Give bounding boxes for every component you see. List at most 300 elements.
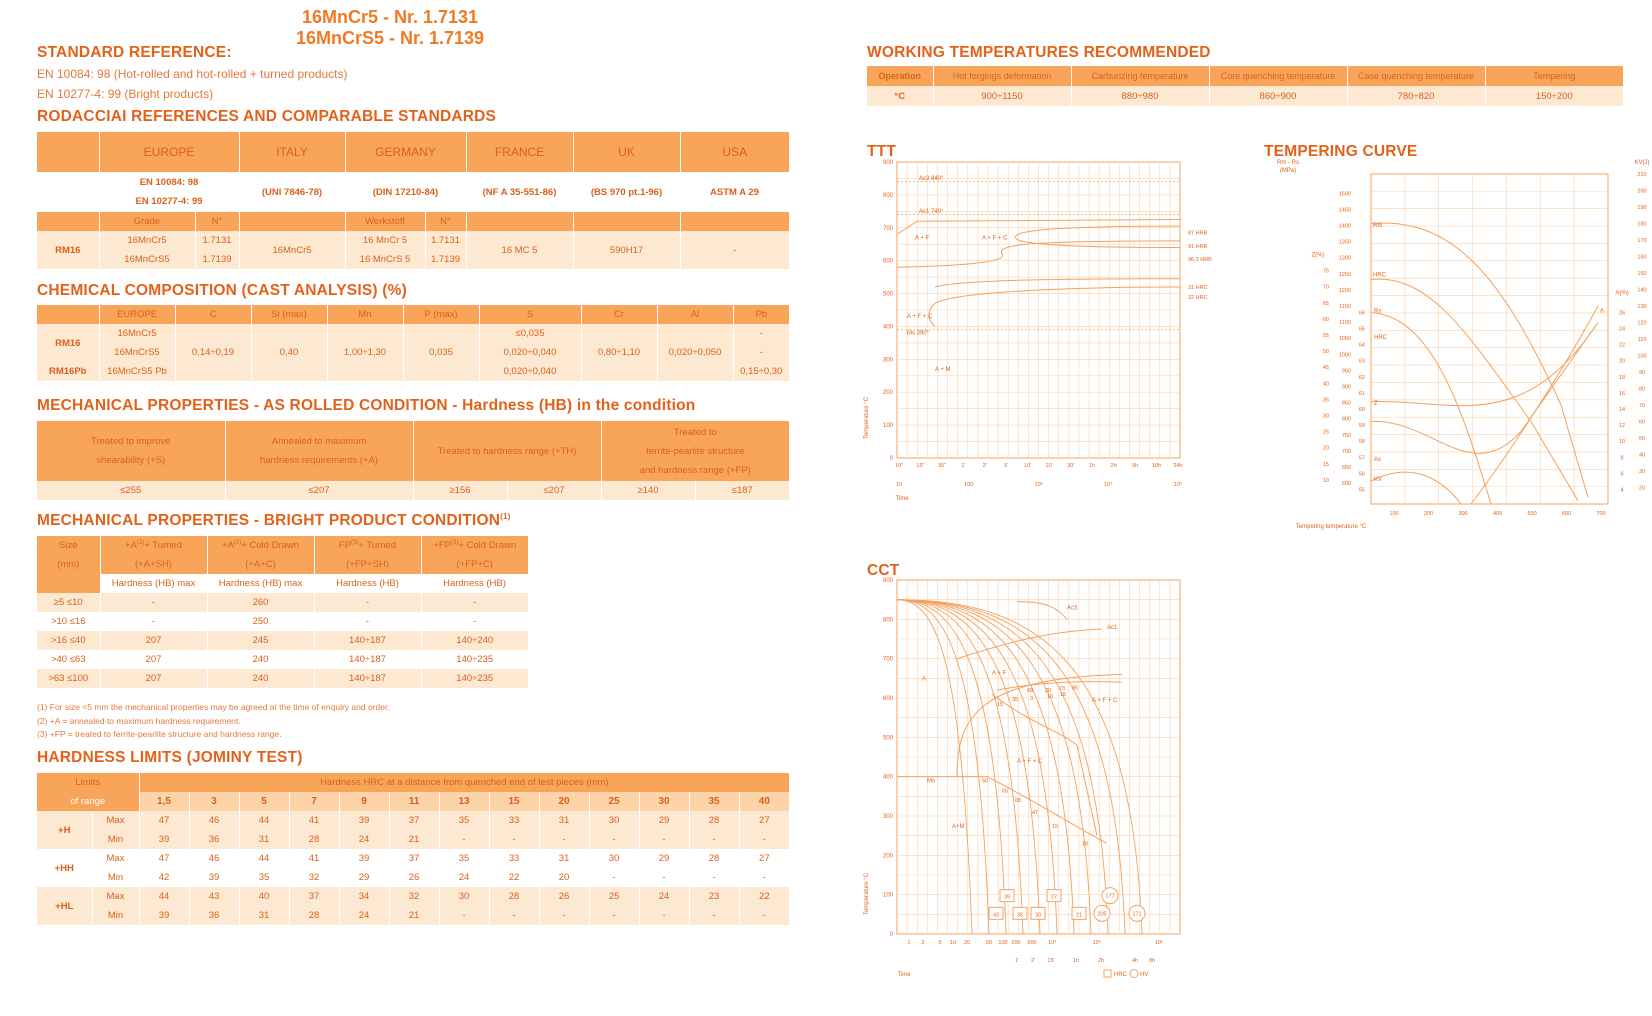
bright-value: 140÷235 bbox=[421, 650, 528, 669]
bright-value: 140÷240 bbox=[421, 631, 528, 650]
jominy-value: 46 bbox=[189, 849, 239, 868]
rolled-val: ≥156 bbox=[413, 481, 507, 500]
jominy-limit: Min bbox=[92, 830, 139, 849]
cct-rate-label: 15 bbox=[1052, 823, 1059, 830]
de-num: 1.7131 bbox=[430, 235, 461, 246]
cct-hv-value: 177 bbox=[1105, 893, 1115, 900]
working-value: 900÷1150 bbox=[933, 86, 1071, 106]
ttt-ylabel: Temperature °C bbox=[864, 396, 870, 440]
temp-hrc-tick: 56 bbox=[1358, 471, 1365, 478]
working-col: Core quenching temperature bbox=[1209, 66, 1347, 86]
table-row bbox=[37, 830, 789, 849]
cct-hrc-value: 21 bbox=[1075, 912, 1083, 919]
temp-ylabel: (MPa) bbox=[1279, 168, 1297, 174]
cct-xtick2: 4h bbox=[1131, 958, 1139, 964]
cct-xtick: 500 bbox=[1027, 940, 1037, 946]
cct-xtick: 2 bbox=[921, 940, 925, 946]
jominy-value: 35 bbox=[439, 849, 489, 868]
temp-a-label: A(%) bbox=[1615, 290, 1629, 297]
temp-z-tick: 75 bbox=[1322, 268, 1329, 275]
temp-xlabel: Tempering temperature °C bbox=[1295, 524, 1367, 530]
ref-std-din: (DIN 17210-84) bbox=[372, 186, 439, 198]
ttt-xtick2: 10⁴ bbox=[1104, 482, 1113, 488]
cct-cooling-curve bbox=[897, 600, 1091, 934]
chem-grade: 16MnCrS5 bbox=[99, 343, 175, 362]
temp-xtick: 700 bbox=[1596, 511, 1606, 517]
cct-ytick: 300 bbox=[882, 814, 893, 820]
cct-ac3-line bbox=[1017, 602, 1067, 620]
ref-col-germany: GERMANY bbox=[345, 132, 466, 172]
cct-xtick: 20 bbox=[963, 940, 971, 946]
chem-col-c: C bbox=[175, 305, 251, 324]
temp-mpa-tick: 800 bbox=[1341, 416, 1351, 423]
bright-value: - bbox=[421, 593, 528, 612]
chem-col-s: S bbox=[479, 305, 581, 324]
jominy-value: - bbox=[689, 906, 739, 925]
title-line-1: 16MnCr5 - Nr. 1.7131 bbox=[301, 7, 479, 27]
temp-a-tick: 8 bbox=[1620, 455, 1624, 462]
bright-col-sub: Hardness (HB) max bbox=[100, 574, 207, 593]
ttt-region-label: A + F bbox=[915, 235, 930, 242]
references-table bbox=[37, 132, 789, 269]
temp-a-tick: 16 bbox=[1618, 390, 1626, 397]
temp-curve-label: Z bbox=[1374, 401, 1378, 407]
cct-hrc-value: 35 bbox=[1016, 912, 1024, 919]
temp-mpa-tick: 1100 bbox=[1339, 320, 1351, 327]
bright-body bbox=[37, 593, 528, 688]
working-col: Tempering bbox=[1485, 66, 1623, 86]
bright-col-sup: (2) bbox=[136, 539, 145, 546]
temp-curve-label: Rs bbox=[1374, 308, 1382, 315]
ttt-xtick2: 10⁵ bbox=[1173, 482, 1183, 488]
cct-xtick2: 8h bbox=[1148, 958, 1156, 964]
chem-pb: 0,15÷0,30 bbox=[733, 362, 789, 381]
ttt-region-label: Ac3 840° bbox=[919, 176, 944, 183]
bright-col-label: +A bbox=[125, 540, 137, 552]
title-line-2: 16MnCrS5 - Nr. 1.7139 bbox=[295, 28, 485, 48]
working-col: Hot forgings deformation bbox=[933, 66, 1071, 86]
table-row bbox=[37, 887, 789, 906]
temp-hrc-tick: 66 bbox=[1358, 310, 1365, 317]
bright-value: 140÷235 bbox=[421, 669, 528, 688]
temp-kv-tick: 160 bbox=[1637, 254, 1647, 261]
temp-xtick: 100 bbox=[1389, 511, 1399, 517]
temp-mpa-tick: 1150 bbox=[1339, 304, 1351, 310]
jominy-value: 34 bbox=[339, 887, 389, 906]
temp-a-tick: 26 bbox=[1618, 310, 1626, 317]
chem-col-europe: EUROPE bbox=[99, 305, 175, 324]
jominy-value: 22 bbox=[739, 887, 789, 906]
chem-rm16pb: RM16Pb bbox=[49, 366, 87, 377]
chem-col-p: P (max) bbox=[403, 305, 479, 324]
temp-xtick: 500 bbox=[1527, 511, 1537, 517]
jominy-value: 36 bbox=[189, 830, 239, 849]
temp-mpa-tick: 750 bbox=[1341, 432, 1351, 439]
working-col: Carburizing temperature bbox=[1071, 66, 1209, 86]
jominy-value: 29 bbox=[639, 849, 689, 868]
jominy-value: 33 bbox=[489, 849, 539, 868]
temp-kv-tick: 80 bbox=[1638, 386, 1646, 393]
cct-region-label: A bbox=[922, 676, 927, 683]
working-heading: WORKING TEMPERATURES RECOMMENDED bbox=[867, 44, 1211, 61]
mech-bright-heading bbox=[37, 512, 511, 530]
ttt-hardness-label: 87 HRB bbox=[1188, 230, 1208, 237]
jominy-value: 20 bbox=[539, 868, 589, 887]
temp-hrc-tick: 55 bbox=[1358, 487, 1365, 494]
jominy-group: +H bbox=[58, 824, 71, 836]
jominy-value: 28 bbox=[489, 887, 539, 906]
jominy-value: 39 bbox=[339, 849, 389, 868]
temp-mpa-tick: 1250 bbox=[1338, 271, 1351, 278]
eu-grade: 16MnCr5 bbox=[127, 235, 167, 246]
jominy-value: 31 bbox=[539, 811, 589, 830]
jominy-limit: Min bbox=[92, 868, 139, 887]
temp-mpa-tick: 1350 bbox=[1338, 239, 1351, 246]
bright-col-sup: (3) bbox=[351, 539, 359, 546]
cct-hrc-value: 43 bbox=[992, 912, 1000, 919]
chem-col-pb: Pb bbox=[733, 305, 789, 324]
temp-z-tick: 65 bbox=[1322, 300, 1329, 307]
temp-kv-tick: 150 bbox=[1637, 271, 1647, 277]
temp-hrc-tick: 62 bbox=[1358, 374, 1365, 381]
jominy-value: 23 bbox=[689, 887, 739, 906]
bright-col-label: + Turned bbox=[144, 540, 182, 552]
ref-std-en10084: EN 10084: 98 bbox=[139, 177, 199, 188]
jominy-value: - bbox=[439, 830, 489, 849]
ttt-xtick: 1h bbox=[1089, 463, 1096, 469]
ttt-ytick: 900 bbox=[882, 160, 893, 166]
mech-rolled-heading: MECHANICAL PROPERTIES - AS ROLLED CONDITION - Hardness (HB) in the condition bbox=[37, 397, 696, 414]
rolled-col-fp: Treated to bbox=[673, 426, 717, 438]
cct-rate-label: 18 bbox=[1082, 841, 1089, 848]
standard-line: EN 10277-4: 99 (Bright products) bbox=[37, 87, 214, 101]
bright-col-code: (+A+C) bbox=[207, 555, 314, 574]
ttt-xtick: 15" bbox=[916, 463, 925, 469]
ttt-xtick: 30' bbox=[1067, 463, 1075, 469]
jominy-value: 39 bbox=[139, 830, 189, 849]
temp-kv-tick: 100 bbox=[1637, 353, 1647, 360]
table-row bbox=[37, 669, 528, 688]
jominy-value: - bbox=[489, 906, 539, 925]
ttt-region-label: A + F + C bbox=[907, 314, 933, 321]
jominy-value: 31 bbox=[239, 906, 289, 925]
jominy-table bbox=[37, 773, 789, 925]
cct-xtick: 100 bbox=[998, 940, 1008, 946]
cct-xtick: 10⁴ bbox=[1092, 940, 1102, 946]
jominy-distance: 9 bbox=[339, 792, 389, 811]
ttt-diagram bbox=[860, 160, 1240, 540]
cct-cooling-curve bbox=[897, 600, 1125, 934]
temp-hrc-tick: 61 bbox=[1358, 390, 1365, 397]
jominy-value: 39 bbox=[139, 906, 189, 925]
jominy-value: 35 bbox=[439, 811, 489, 830]
ttt-xtick: 20' bbox=[1045, 463, 1053, 469]
chem-col-cr: Cr bbox=[581, 305, 657, 324]
jominy-limit: Max bbox=[92, 849, 139, 868]
italy-grade: 16MnCr5 bbox=[239, 231, 345, 269]
chem-al: 0,020÷0,050 bbox=[657, 324, 733, 381]
jominy-value: 47 bbox=[139, 849, 189, 868]
cct-rate-label: 15 bbox=[997, 701, 1004, 708]
rolled-col-a: Annealed to maximum bbox=[271, 436, 367, 447]
temp-curve bbox=[1371, 223, 1588, 497]
temp-hrc-tick: 60 bbox=[1358, 407, 1365, 414]
temp-mpa-tick: 1050 bbox=[1338, 336, 1351, 343]
chem-col-si: Si (max) bbox=[251, 305, 327, 324]
ttt-hardness-label: 91 HRB bbox=[1188, 243, 1208, 250]
working-value: 150÷200 bbox=[1485, 86, 1623, 106]
ttt-xtick: 10' bbox=[1024, 463, 1032, 469]
ref-sub-grade: Grade bbox=[99, 212, 195, 231]
jominy-value: - bbox=[689, 868, 739, 887]
bright-size-unit: (mm) bbox=[57, 559, 80, 570]
temp-hrc-tick: 57 bbox=[1358, 455, 1365, 462]
working-value: 880÷980 bbox=[1071, 86, 1209, 106]
ref-sub-werkstoff: Werkstoff bbox=[345, 212, 425, 231]
temp-mpa-tick: 1500 bbox=[1338, 191, 1351, 198]
jominy-value: 37 bbox=[389, 849, 439, 868]
cct-cooling-curve bbox=[897, 600, 1108, 934]
temp-hrc-tick: 64 bbox=[1358, 342, 1365, 349]
mech-bright-heading-text: MECHANICAL PROPERTIES - BRIGHT PRODUCT CONDITION bbox=[37, 512, 501, 530]
chem-si: 0,40 bbox=[251, 324, 327, 381]
cct-ytick: 900 bbox=[882, 578, 893, 584]
jominy-limit: Min bbox=[92, 906, 139, 925]
temp-curve bbox=[1371, 279, 1578, 501]
jominy-value: 32 bbox=[289, 868, 339, 887]
de-grade: 16 MnCr 5 bbox=[362, 235, 408, 246]
cct-ytick: 400 bbox=[882, 774, 893, 781]
working-col: Operation bbox=[878, 71, 921, 81]
jominy-value: 24 bbox=[439, 868, 489, 887]
jominy-value: 25 bbox=[589, 887, 639, 906]
cct-rate-label: 50 bbox=[982, 778, 989, 785]
chem-grade: 16MnCr5 bbox=[99, 324, 175, 343]
ttt-xtick2: 10 bbox=[895, 482, 903, 488]
ttt-ytick: 300 bbox=[882, 357, 893, 364]
temp-curve-label: Rm bbox=[1373, 222, 1383, 229]
table-row bbox=[37, 849, 789, 868]
temp-hrc-tick: 65 bbox=[1358, 326, 1365, 333]
cct-ytick: 700 bbox=[882, 656, 893, 663]
cct-hrc-value: 30 bbox=[1034, 912, 1042, 919]
bright-value: 207 bbox=[100, 669, 207, 688]
temp-curve-label: A bbox=[1600, 308, 1605, 315]
temp-z-tick: 15 bbox=[1322, 461, 1329, 468]
temp-mpa-tick: 1000 bbox=[1338, 352, 1351, 359]
temp-a-tick: 14 bbox=[1618, 407, 1626, 414]
jominy-value: 28 bbox=[289, 906, 339, 925]
temp-kv-tick: 70 bbox=[1638, 403, 1646, 409]
jominy-value: 30 bbox=[439, 887, 489, 906]
bright-col-sub: Hardness (HB) bbox=[421, 574, 528, 593]
tempering-heading: TEMPERING CURVE bbox=[1264, 143, 1418, 160]
temp-xtick: 400 bbox=[1492, 511, 1503, 517]
ref-corner bbox=[37, 132, 99, 172]
cct-region-label: A + F bbox=[992, 670, 1007, 677]
temp-kv-tick: 40 bbox=[1638, 452, 1646, 459]
usa-grade: - bbox=[680, 231, 789, 269]
chem-mn: 1,00÷1,30 bbox=[327, 324, 403, 381]
temp-mpa-tick: 650 bbox=[1341, 464, 1351, 471]
ref-col-usa: USA bbox=[680, 132, 789, 172]
temp-curve bbox=[1471, 306, 1598, 504]
jominy-value: - bbox=[489, 830, 539, 849]
temp-z-tick: 10 bbox=[1322, 477, 1329, 484]
jominy-value: - bbox=[439, 906, 489, 925]
bright-note: (1) For size <5 mm the mechanical properties may be agreed at the time of enquiry and order. bbox=[37, 702, 390, 712]
cct-xtick2: 1h bbox=[1072, 958, 1080, 964]
bright-value: 140÷187 bbox=[314, 631, 421, 650]
bright-value: 140÷187 bbox=[314, 669, 421, 688]
bright-col-sup: (2) bbox=[233, 539, 242, 546]
ttt-xtick2: 10³ bbox=[1034, 482, 1043, 488]
temp-mpa-tick: 1300 bbox=[1338, 255, 1351, 262]
chem-s: 0,020÷0,040 bbox=[479, 362, 581, 381]
bright-col-sup: (3) bbox=[451, 539, 459, 546]
cct-rate-label: 65 bbox=[1015, 798, 1022, 805]
jominy-value: - bbox=[589, 830, 639, 849]
temp-kv-tick: 60 bbox=[1638, 419, 1646, 426]
cct-legend-box bbox=[1104, 970, 1111, 977]
jominy-value: 41 bbox=[289, 849, 339, 868]
ttt-region-label: A + F + C bbox=[982, 235, 1008, 242]
temp-mpa-tick: 1450 bbox=[1338, 207, 1351, 214]
ref-sub-num: N° bbox=[195, 212, 239, 231]
jominy-group: +HH bbox=[54, 862, 74, 874]
chem-p: 0,035 bbox=[403, 324, 479, 381]
chem-cr: 0,80÷1,10 bbox=[581, 324, 657, 381]
table-row bbox=[37, 906, 789, 925]
bright-value: 207 bbox=[100, 650, 207, 669]
mech-bright-heading-sup: (1) bbox=[500, 512, 511, 521]
ttt-xtick: 5h bbox=[1132, 463, 1139, 469]
bright-value: 260 bbox=[207, 593, 314, 612]
jominy-value: 22 bbox=[489, 868, 539, 887]
jominy-value: 26 bbox=[539, 887, 589, 906]
cct-finish-line bbox=[992, 694, 1097, 836]
jominy-value: 47 bbox=[139, 811, 189, 830]
temp-mpa-tick: 850 bbox=[1341, 400, 1351, 407]
rolled-val: ≤187 bbox=[695, 481, 789, 500]
working-table bbox=[867, 66, 1623, 106]
temp-z-tick: 45 bbox=[1322, 365, 1329, 372]
cct-rate-label: 68 bbox=[1027, 688, 1034, 695]
cct-xtick2: 15' bbox=[1047, 958, 1055, 964]
uk-grade: 590H17 bbox=[573, 231, 680, 269]
chem-pb: - bbox=[733, 324, 789, 343]
jominy-value: 28 bbox=[289, 830, 339, 849]
table-row bbox=[37, 631, 528, 650]
bright-value: - bbox=[100, 612, 207, 631]
cct-rate-label: 3 bbox=[1030, 695, 1034, 702]
table-row bbox=[37, 593, 528, 612]
cct-hrc-value: 27 bbox=[1050, 894, 1058, 901]
bright-col-code: (+A+SH) bbox=[100, 555, 207, 574]
jominy-value: 31 bbox=[239, 830, 289, 849]
ttt-xtick: 1' bbox=[961, 463, 966, 469]
ttt-xtick: 24h bbox=[1173, 463, 1183, 469]
jominy-value: 40 bbox=[239, 887, 289, 906]
working-value: 860÷900 bbox=[1209, 86, 1347, 106]
temp-kv-tick: 120 bbox=[1637, 320, 1647, 327]
rolled-val: ≤207 bbox=[225, 481, 413, 500]
jominy-value: 27 bbox=[739, 811, 789, 830]
ref-col-europe: EUROPE bbox=[99, 132, 239, 172]
jominy-limit: Max bbox=[92, 811, 139, 830]
jominy-distance: 5 bbox=[239, 792, 289, 811]
ttt-region-label: Ac1 740° bbox=[919, 208, 944, 215]
ref-row-label: RM16 bbox=[55, 244, 81, 256]
temp-a-tick: 22 bbox=[1618, 342, 1626, 349]
cct-xtick: 10⁵ bbox=[1154, 940, 1164, 946]
jominy-value: 37 bbox=[289, 887, 339, 906]
cct-xtick: 50 bbox=[985, 940, 993, 946]
jominy-value: 43 bbox=[189, 887, 239, 906]
ref-std-uni: (UNI 7846-78) bbox=[261, 186, 323, 198]
jominy-value: - bbox=[639, 868, 689, 887]
ttt-xtick: 10" bbox=[894, 463, 904, 469]
jominy-value: 24 bbox=[639, 887, 689, 906]
bright-col-code: (+FP+C) bbox=[421, 555, 528, 574]
jominy-value: 35 bbox=[239, 868, 289, 887]
cct-region-label: A + F + C bbox=[1092, 697, 1118, 704]
temp-kv-tick: 200 bbox=[1637, 188, 1647, 195]
chem-rm16: RM16 bbox=[55, 337, 81, 349]
cct-xtick2: 2' bbox=[1030, 958, 1036, 964]
temp-kv-tick: 110 bbox=[1637, 337, 1647, 343]
jominy-distance: 11 bbox=[389, 792, 439, 811]
ttt-ytick: 0 bbox=[889, 456, 893, 462]
jominy-value: 36 bbox=[189, 906, 239, 925]
jominy-value: 41 bbox=[289, 811, 339, 830]
ttt-curve bbox=[929, 287, 1180, 326]
ttt-xtick: 5' bbox=[1004, 463, 1009, 469]
cct-heading: CCT bbox=[867, 562, 900, 579]
cct-cooling-curve bbox=[897, 600, 989, 934]
jominy-value: - bbox=[739, 868, 789, 887]
temp-kv-tick: 190 bbox=[1637, 205, 1647, 211]
rolled-col-fp: ferrite-pearlite structure bbox=[646, 445, 745, 457]
ttt-ytick: 100 bbox=[882, 423, 893, 430]
bright-size: ≥5 ≤10 bbox=[53, 597, 83, 608]
temp-curve bbox=[1371, 472, 1461, 504]
jominy-value: 21 bbox=[389, 830, 439, 849]
jominy-value: 27 bbox=[739, 849, 789, 868]
working-col: Case quenching temperature bbox=[1347, 66, 1485, 86]
ttt-curve bbox=[935, 279, 1180, 287]
chem-s: 0,020÷0,040 bbox=[479, 343, 581, 362]
ref-sub-num: N° bbox=[425, 212, 466, 231]
bright-value: 207 bbox=[100, 631, 207, 650]
temp-curve-label: HRC bbox=[1374, 335, 1387, 341]
bright-notes bbox=[37, 701, 390, 742]
cct-legend-circle bbox=[1130, 970, 1138, 978]
ttt-ytick: 700 bbox=[882, 225, 893, 232]
jominy-value: 46 bbox=[189, 811, 239, 830]
rolled-val: ≤255 bbox=[120, 485, 142, 496]
cct-cooling-curve bbox=[897, 600, 972, 934]
de-grade: 16 MnCrS 5 bbox=[359, 254, 411, 265]
eu-num: 1.7131 bbox=[202, 235, 232, 246]
cct-ytick: 800 bbox=[882, 617, 893, 624]
temp-frame bbox=[1371, 174, 1608, 504]
jominy-value: 26 bbox=[389, 868, 439, 887]
bright-value: 250 bbox=[207, 612, 314, 631]
jominy-distance: 20 bbox=[539, 792, 589, 811]
ref-std-en10277: EN 10277-4: 99 bbox=[135, 196, 203, 207]
jominy-heading: HARDNESS LIMITS (JOMINY TEST) bbox=[37, 749, 303, 766]
